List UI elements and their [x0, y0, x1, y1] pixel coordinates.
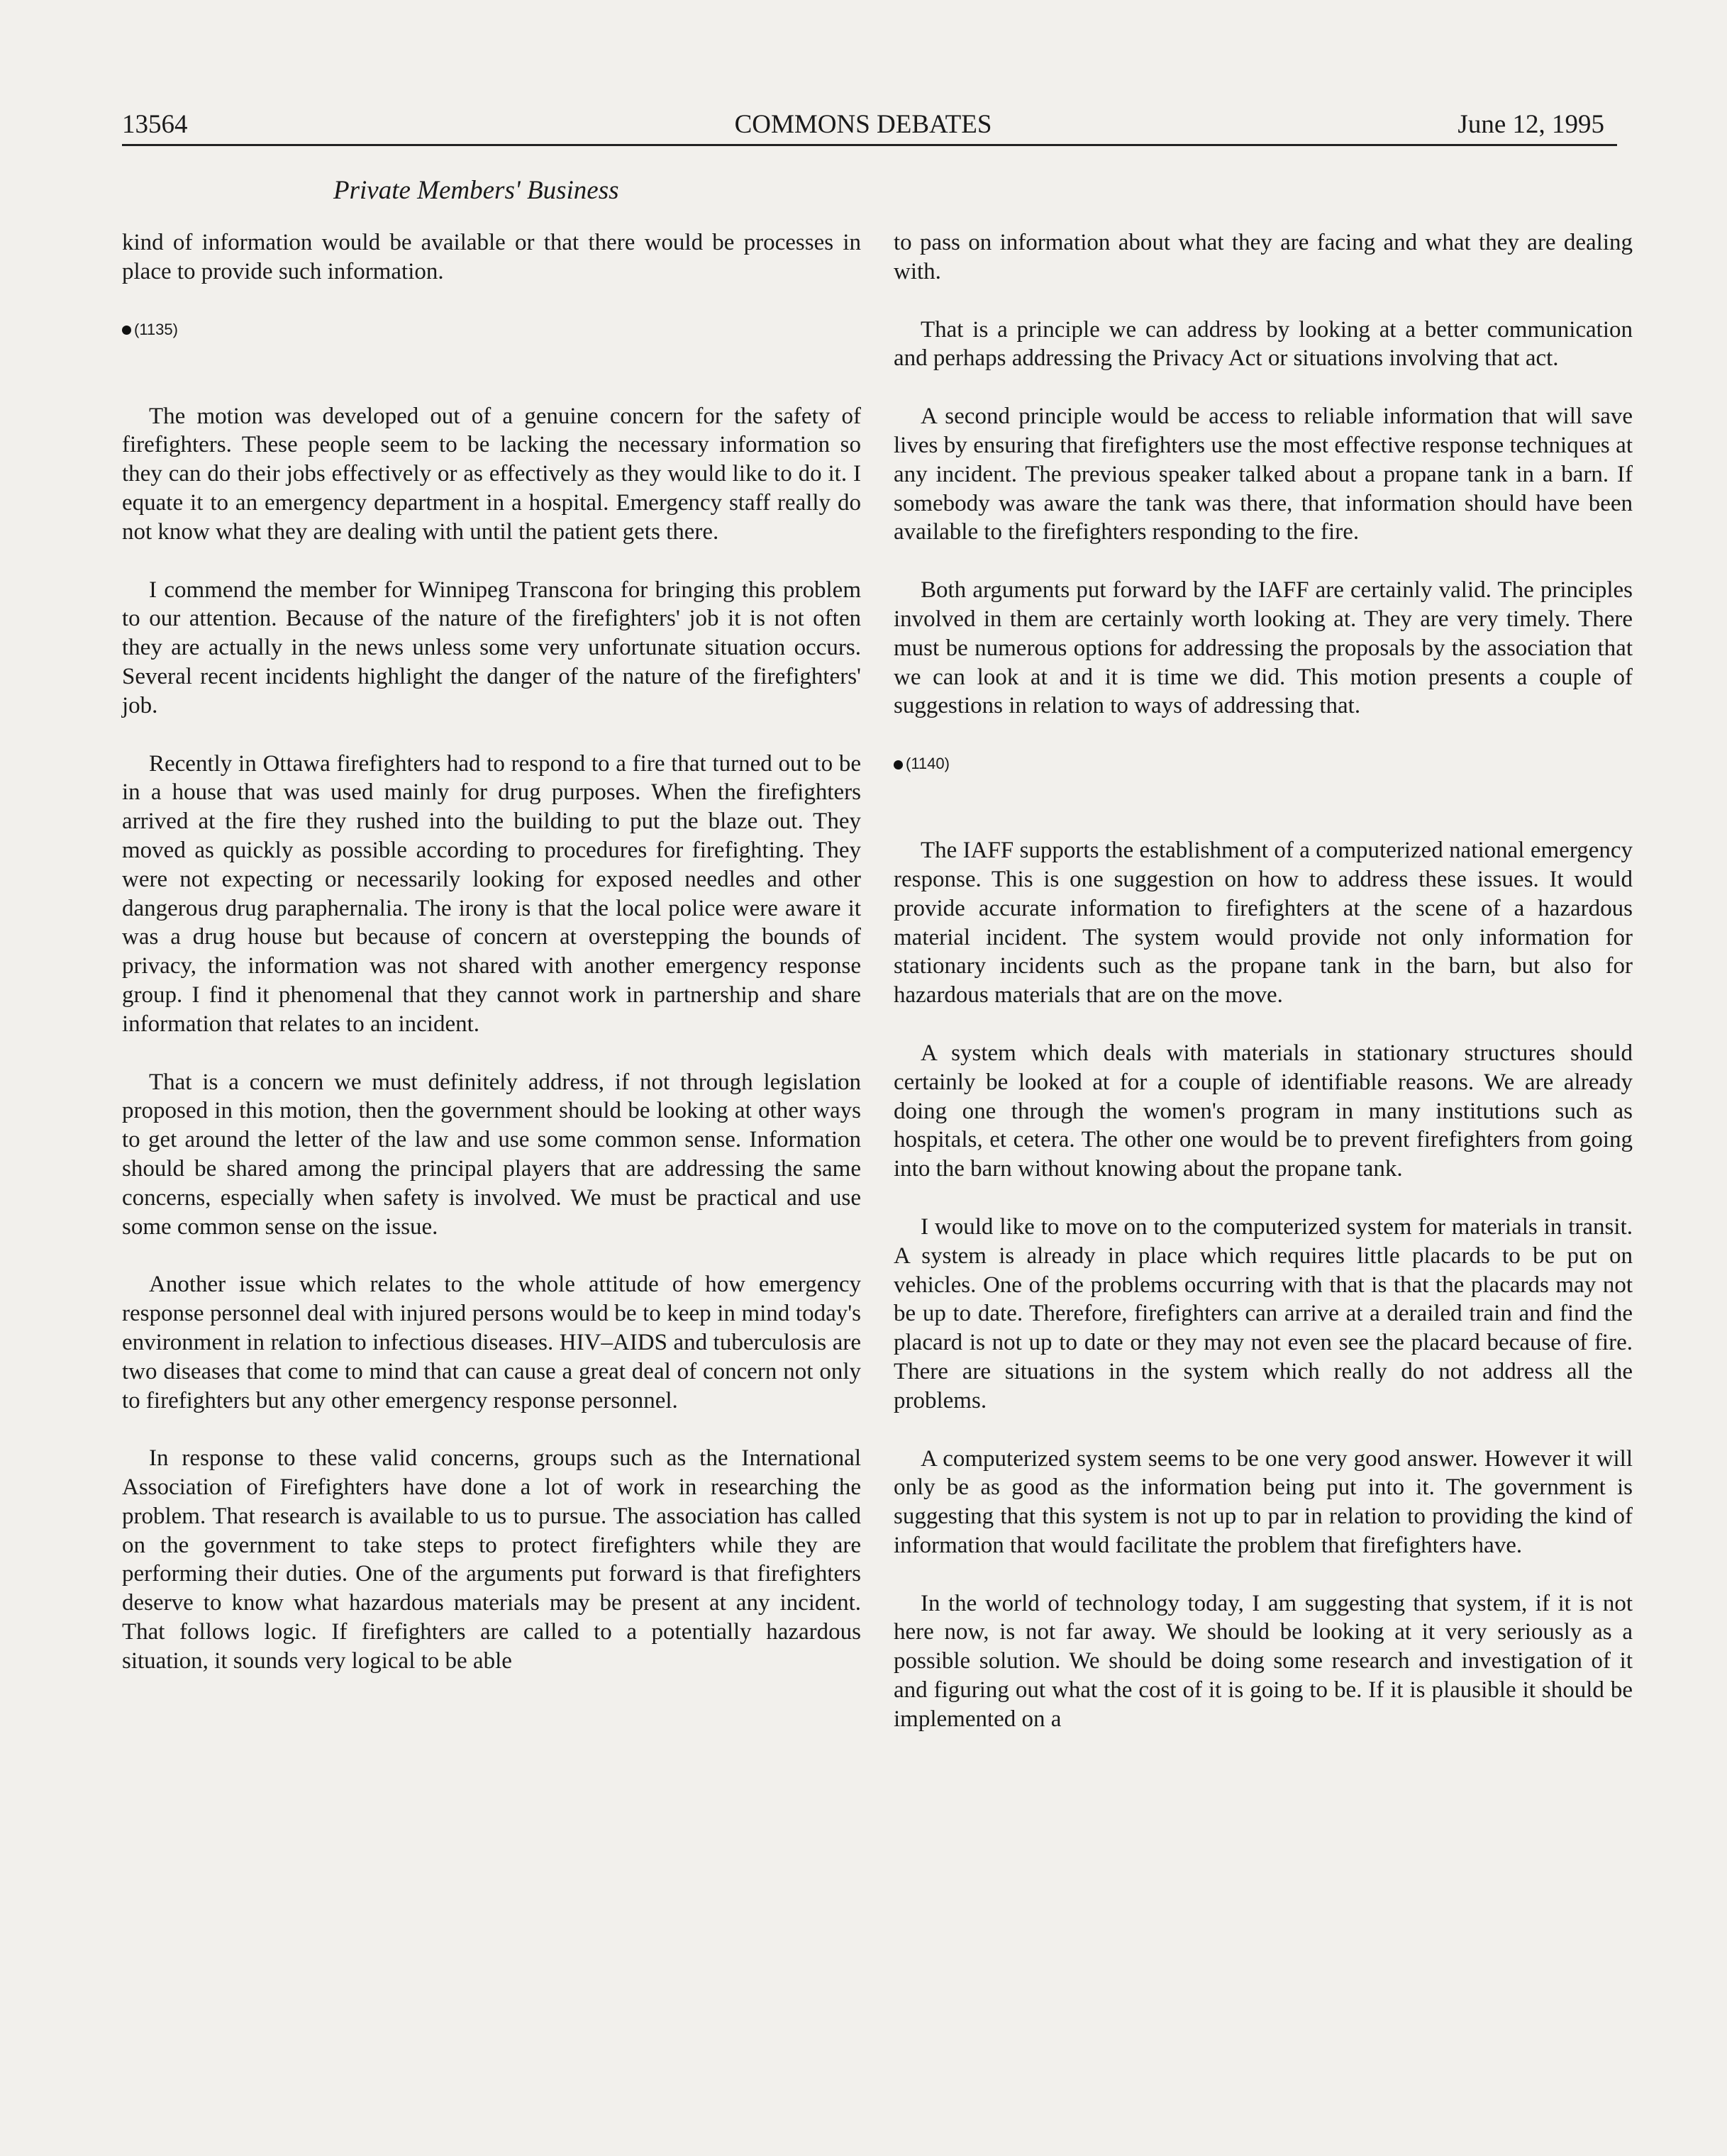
right-column: [894, 228, 1633, 1734]
left-column: [122, 228, 861, 1676]
paragraph: The IAFF supports the establishment of a computerized national emergency response. This is one suggestion on how to address these issues. It would provide accurate information to firefighters at the scene of a hazardous material incident. The system would provide not only information for stationary incidents such as the propane tank in the barn, but also for hazardous materials that are on the move.: [894, 838, 1633, 1008]
header-rule: [122, 144, 1617, 146]
paragraph: In the world of technology today, I am suggesting that system, if it is not here now, is not far away. We should be looking at it very seriously as a possible solution. We should be doing some research and investigation of it and figuring out what the cost of it is going to be. If it is plausible it should be implemented on a: [894, 1590, 1633, 1732]
bullet-icon: [894, 760, 903, 769]
time-stamp: (1135): [134, 320, 178, 338]
paragraph: In response to these valid concerns, groups such as the International Association of Firefighters have done a lot of work in researching the problem. That research is available to us to pursue. The association has called on the government to take steps to protect firefighters while they are performing their duties. One of the arguments put forward is that firefighters deserve to know what hazardous materials may be present at any incident. That follows logic. If firefighters are called to a potentially hazardous situation, it sounds very logical to be able: [122, 1445, 861, 1674]
paragraph: I would like to move on to the computerized system for materials in transit. A system is already in place which requires little placards to be put on vehicles. One of the problems occurring with that is that the placards may not be up to date. Therefore, firefighters can arrive at a derailed train and find the placard is not up to date or they may not even see the placard because of fire. There are situations in the system which really do not address all the problems.: [894, 1213, 1633, 1413]
paragraph: That is a concern we must definitely address, if not through legislation proposed in this motion, then the government should be looking at other ways to get around the letter of the law and use some common sense. Information should be shared among the principal players that are addressing the same concerns, especially when safety is involved. We must be practical and use some common sense on the issue.: [122, 1069, 861, 1240]
paragraph: Another issue which relates to the whole attitude of how emergency response personnel deal with injured persons would be to keep in mind today's environment in relation to infectious diseases. HIV–AIDS and tuberculosis are two diseases that come to mind that can cause a great deal of concern not only to firefighters but any other emergency response personnel.: [122, 1272, 861, 1413]
bullet-icon: [122, 326, 131, 335]
paragraph: Recently in Ottawa firefighters had to respond to a fire that turned out to be in a house that was used mainly for drug purposes. When the firefighters arrived at the fire they rushed into the building to put the blaze out. They moved as quickly as possible according to procedures for firefighting. They were not expecting or necessarily looking for exposed needles and other dangerous drug paraphernalia. The irony is that the local police were aware it was a drug house but because of concern at overstepping the bounds of privacy, the information was not shared with another emergency response group. I find it phenomenal that they cannot work in partnership and share information that relates to an incident.: [122, 750, 861, 1037]
time-marker: [122, 316, 861, 373]
page-header: [122, 105, 1604, 145]
paragraph: I commend the member for Winnipeg Transcona for bringing this problem to our attention. Because of the nature of the firefighters' job it is not often they are actually in the news unless some very unfortunate situation occurs. Several recent incidents highlight the danger of the nature of the firefighters' job.: [122, 577, 861, 718]
time-stamp: (1140): [906, 755, 950, 773]
publication-title: COMMONS DEBATES: [734, 110, 992, 139]
paragraph: Both arguments put forward by the IAFF are certainly valid. The principles involved in them are certainly worth looking at. They are very timely. There must be numerous options for addressing the proposals by the association that we can look at and it is time we did. This motion presents a couple of suggestions in relation to ways of addressing that.: [894, 577, 1633, 719]
paragraph: A second principle would be access to reliable information that will save lives by ensuring that firefighters use the most effective response techniques at any incident. The previous speaker talked about a propane tank in a barn. If somebody was aware the tank was there, that information should have been available to the firefighters responding to the fire.: [894, 404, 1633, 545]
paragraph: A computerized system seems to be one very good answer. However it will only be as good as the information being put into it. The government is suggesting that this system is not up to par in relation to providing the kind of information that would facilitate the problem that firefighters have.: [894, 1445, 1633, 1558]
time-marker: [894, 750, 1633, 807]
paragraph: to pass on information about what they are facing and what they are dealing with.: [894, 230, 1633, 284]
paragraph: That is a principle we can address by looking at a better communication and perhaps addressing the Privacy Act or situations involving that act.: [894, 316, 1633, 372]
paragraph: A system which deals with materials in stationary structures should certainly be looked at for a couple of identifiable reasons. We are already doing one through the women's program in many institutions such as hospitals, et cetera. The other one would be to prevent firefighters from going into the barn without knowing about the propane tank.: [894, 1040, 1633, 1182]
section-heading: Private Members' Business: [333, 176, 619, 205]
paragraph: The motion was developed out of a genuine concern for the safety of firefighters. These people seem to be lacking the necessary information so they can do their jobs effectively or as effectively as they would like to do it. I equate it to an emergency department in a hospital. Emergency staff really do not know what they are dealing with until the patient gets there.: [122, 403, 861, 545]
page-number: 13564: [122, 110, 188, 139]
publication-date: June 12, 1995: [1457, 110, 1604, 139]
paragraph: kind of information would be available or that there would be processes in place to provide such information.: [122, 230, 861, 284]
